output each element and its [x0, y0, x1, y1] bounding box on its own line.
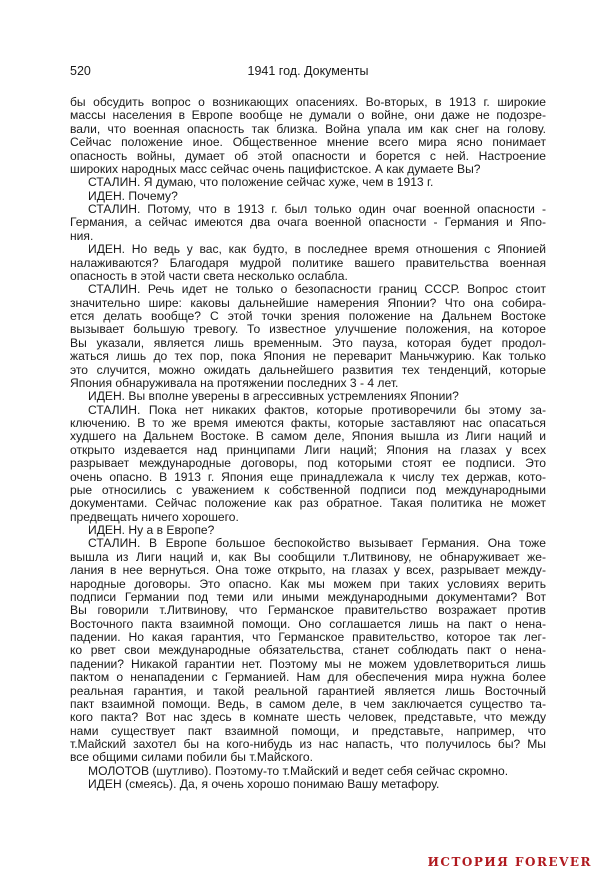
text-line: все общими силами побили бы т.Майского. — [70, 751, 314, 765]
text-line: СТАЛИН. Пока нет никаких фактов, которые противоречили бы этому за- — [88, 403, 546, 417]
text-line: бы обсудить вопрос о возникающих опасениях. Во-вторых, в 1913 г. широкие — [70, 96, 546, 109]
text-line: ИДЕН. Ну а в Европе? — [88, 524, 215, 537]
text-line: предвещать ничего хорошего. — [70, 510, 239, 524]
text-line: разрывает международные договоры, под которыми стоят ее подписи. Это — [70, 457, 546, 471]
text-line: ко рвет свои международные обязательства, станет соблюдать пакт о нена- — [70, 644, 546, 658]
text-line: это случится, можно ожидать дальнейшего развития тех тенденций, которые — [70, 363, 546, 377]
text-line: налаживаются? Благодаря мудрой политике вашего правительства военная — [70, 256, 546, 270]
watermark-logo: ИСТОРИЯ FOREVER — [427, 855, 592, 869]
text-line: нами существует пакт взаимной помощи, и представьте, например, что — [70, 724, 546, 738]
text-line: СТАЛИН. Я думаю, что положение сейчас хуже, чем в 1913 г. — [88, 176, 434, 190]
text-line: падении. Но какая гарантия, что Германское правительство, которое так лег- — [70, 631, 546, 644]
text-line: широких народных масс сейчас очень пацифистское. А как думаете Вы? — [70, 162, 481, 176]
page-header — [70, 64, 546, 80]
text-line: лания в нее вернуться. Она тоже открыто, на глазах у всех, разрывает между- — [70, 564, 546, 578]
text-line: документами. Сейчас положение как раз обратное. Такая политика не может — [70, 497, 546, 511]
text-line: опасность в этой части света несколько ослабла. — [70, 269, 348, 283]
text-line: ется делать вообще? С этой точки зрения положение на Дальнем Востоке — [70, 310, 546, 323]
text-line: пактом о ненападении с Германией. Нам для обеспечения мира нужна более — [70, 671, 546, 685]
text-line: жаться лишь до тех пор, пока Япония не переварит Маньчжурию. Как только — [70, 350, 546, 364]
text-line: ИДЕН. Но ведь у вас, как будто, в последнее время отношения с Японией — [88, 243, 546, 257]
text-line: массы населения в Европе вообще не думали о войне, они даже не подозре- — [70, 109, 546, 123]
page-number: 520 — [70, 64, 91, 78]
text-line: очень опасно. В 1913 г. Япония еще принадлежала к числу тех держав, кото- — [70, 470, 546, 484]
text-line: ИДЕН (смеясь). Да, я очень хорошо понимаю Вашу метафору. — [88, 778, 440, 792]
text-line: подписи Германии под теми или иными международными документами? Вот — [70, 590, 546, 604]
text-line: ния. — [70, 229, 94, 243]
text-line: СТАЛИН. Речь идет не только о безопасности границ СССР. Вопрос стоит — [88, 283, 546, 297]
text-line: рые относились с уважением к собственной подписи под международными — [70, 483, 546, 497]
text-line: МОЛОТОВ (шутливо). Поэтому-то т.Майский и ведет себя сейчас скромно. — [88, 764, 509, 778]
document-body — [70, 96, 546, 792]
text-line: СТАЛИН. В Европе большое беспокойство вызывает Германия. Она тоже — [88, 537, 546, 551]
text-line: Вы указали, является лишь временным. Это пауза, которая будет продол- — [70, 336, 546, 350]
text-line: Восточного пакта взаимной помощи. Оно соглашается лишь на пакт о нена- — [70, 617, 546, 631]
text-line: падении? Никакой гарантии нет. Поэтому мы не можем удовлетвориться лишь — [70, 657, 546, 671]
text-line: народные договоры. Это опасно. Как мы можем при таких условиях верить — [70, 577, 546, 591]
text-line: значительно шире: каковы дальнейшие намерения Японии? Что она собира- — [70, 296, 546, 310]
text-line: СТАЛИН. Потому, что в 1913 г. был только один очаг военной опасности - — [88, 203, 546, 216]
text-line: ИДЕН. Вы вполне уверены в агрессивных устремлениях Японии? — [88, 390, 459, 404]
text-line: худшего на Дальнем Востоке. В самом деле, Япония вышла из Лиги наций и — [70, 430, 546, 444]
text-line: т.Майский захотел бы на кого-нибудь из нас напасть, что получилось бы? Мы — [70, 738, 546, 751]
text-line: вышла из Лиги наций и, как Вы сообщили т.Литвинову, не обнаруживает же- — [70, 550, 546, 564]
text-line: Сейчас положение иное. Общественное мнение всего мира ясно понимает — [70, 136, 546, 150]
text-line: опасность войны, думает об этой опасности и борется с ней. Настроение — [70, 149, 546, 163]
text-line: открыто издевается над принципами Лиги наций; Япония на глазах у всех — [70, 443, 546, 457]
running-head: 1941 год. Документы — [247, 64, 369, 78]
text-line: пакт взаимной помощи. Ведь, в самом деле, в чем заключается существо та- — [70, 697, 546, 711]
text-line: Германия, а сейчас имеются два очага военной опасности - Германия и Япо- — [70, 216, 546, 230]
text-line: реальная гарантия, и такой реальной гарантией является лишь Восточный — [70, 684, 546, 698]
text-line: ИДЕН. Почему? — [88, 189, 178, 203]
text-line: ключению. В то же время имеются факты, которые заставляют нас опасаться — [70, 417, 546, 430]
text-line: вали, что военная опасность так близка. Война упала им как снег на голову. — [70, 122, 546, 136]
text-line: Вы говорили т.Литвинову, что Германское правительство возражает против — [70, 604, 546, 618]
text-line: Япония обнаруживала на протяжении последних 3 - 4 лет. — [70, 376, 399, 390]
text-line: кого пакта? Вот нас здесь в комнате шесть человек, представьте, что между — [70, 711, 546, 725]
text-line: вызывает большую тревогу. То известное улучшение положения, на которое — [70, 323, 546, 337]
